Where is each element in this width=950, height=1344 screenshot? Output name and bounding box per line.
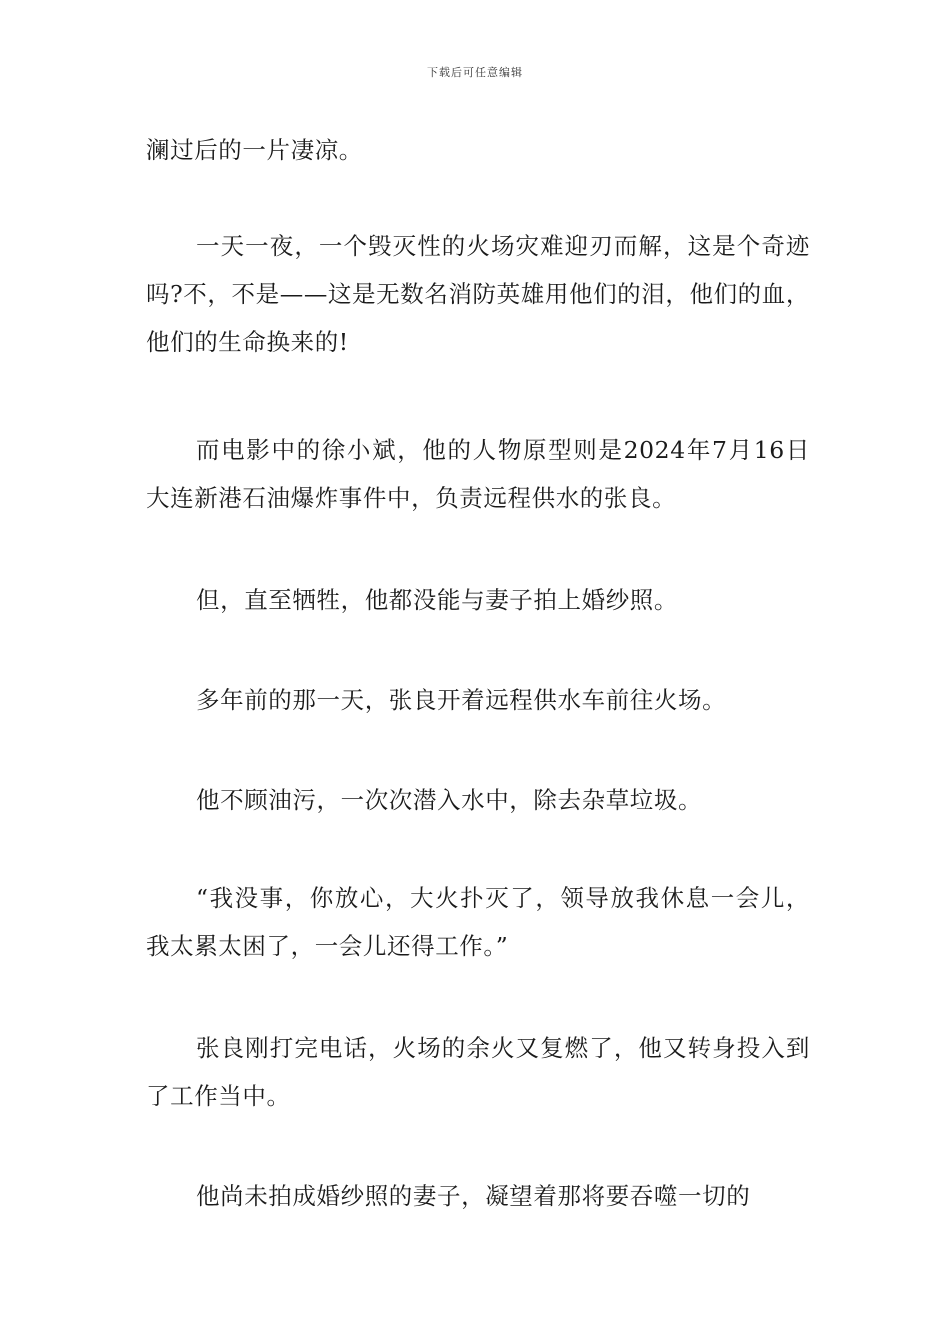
paragraph-4: 但，直至牺牲，他都没能与妻子拍上婚纱照。 (196, 586, 678, 614)
page-header: 下载后可任意编辑 (427, 66, 523, 79)
paragraph-7: “我没事，你放心，大火扑灭了，领导放我休息一会儿，我太累太困了，一会儿还得工作。” (146, 884, 810, 960)
paragraph-5: 多年前的那一天，张良开着远程供水车前往火场。 (196, 686, 727, 714)
paragraph-3: 而电影中的徐小斌，他的人物原型则是2024年7月16日大连新港石油爆炸事件中，负责远程供水的张良。 (146, 436, 810, 512)
paragraph-2: 一天一夜，一个毁灭性的火场灾难迎刃而解，这是个奇迹吗?不，不是——这是无数名消防英雄用他们的泪，他们的血，他们的生命换来的! (146, 232, 810, 356)
paragraph-9: 他尚未拍成婚纱照的妻子，凝望着那将要吞噬一切的 (196, 1182, 751, 1210)
paragraph-6: 他不顾油污，一次次潜入水中，除去杂草垃圾。 (196, 786, 703, 814)
paragraph-8: 张良刚打完电话，火场的余火又复燃了，他又转身投入到了工作当中。 (146, 1034, 810, 1110)
paragraph-1: 澜过后的一片凄凉。 (146, 136, 363, 164)
